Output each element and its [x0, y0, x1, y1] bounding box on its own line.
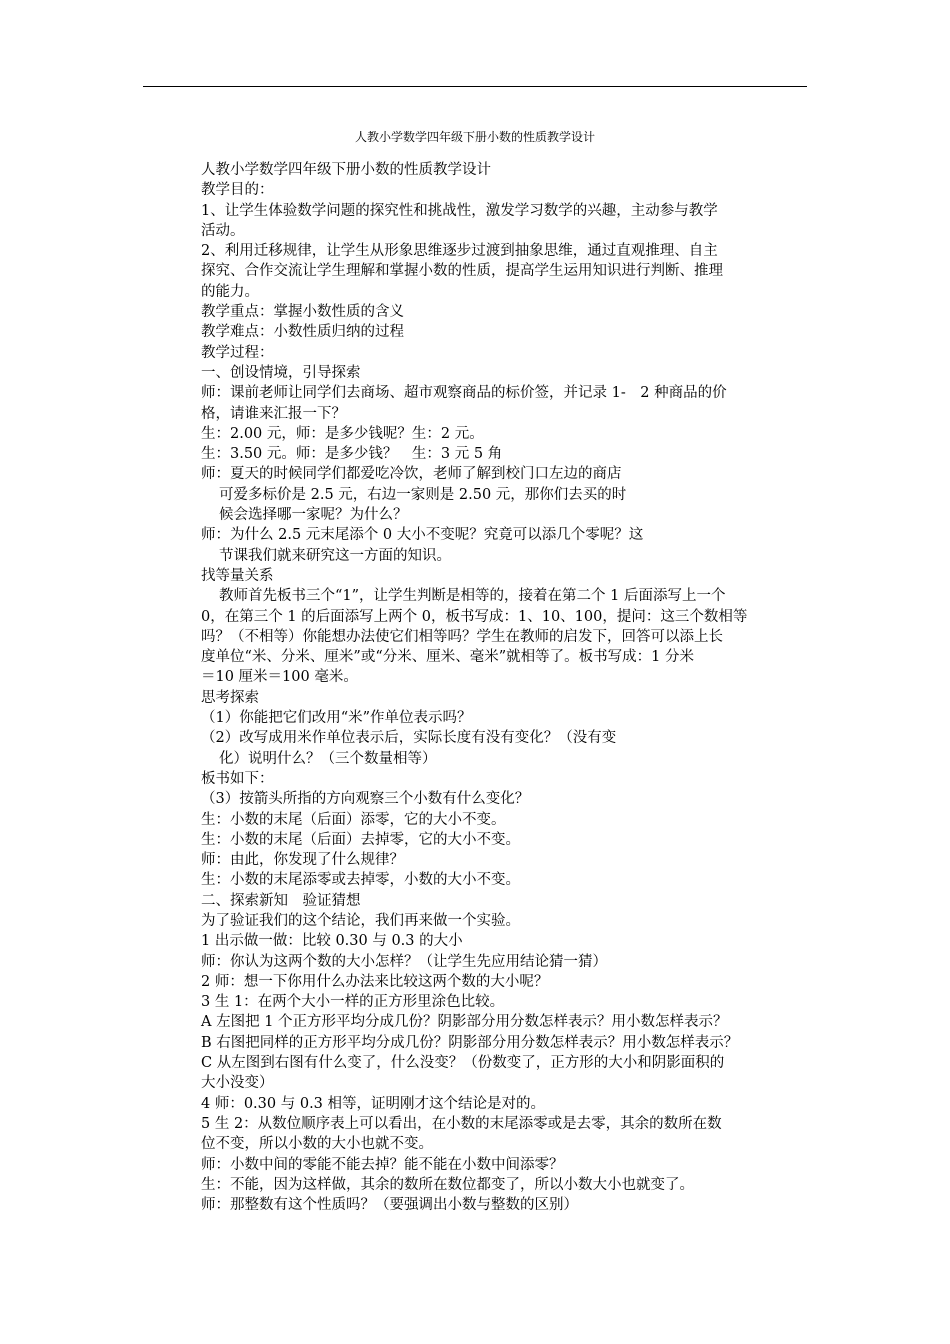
- text-line: 师：你认为这两个数的大小怎样？（让学生先应用结论猜一猜）: [201, 953, 607, 970]
- text-line: A 左图把 1 个正方形平均分成几份？阴影部分用分数怎样表示？用小数怎样表示？: [201, 1014, 728, 1031]
- text-line: 师：小数中间的零能不能去掉？能不能在小数中间添零？: [201, 1156, 564, 1173]
- text-line: 候会选择哪一家呢？为什么？: [219, 507, 408, 524]
- text-line: 格，请谁来汇报一下？: [201, 405, 346, 422]
- text-line: （2）改写成用米作单位表示后，实际长度有没有变化？（没有变: [201, 730, 617, 747]
- running-header: 人教小学数学四年级下册小数的性质教学设计: [354, 130, 595, 144]
- text-line: 板书如下：: [201, 770, 274, 787]
- text-line: 教学重点：掌握小数性质的含义: [201, 304, 404, 321]
- text-line: 大小没变）: [201, 1075, 274, 1092]
- text-line: 生：小数的末尾（后面）去掉零，它的大小不变。: [201, 831, 520, 848]
- text-line: 化）说明什么？（三个数量相等）: [219, 750, 437, 767]
- text-line: 1 出示做一做：比较 0.30 与 0.3 的大小: [201, 933, 463, 950]
- text-line: 师：为什么 2.5 元末尾添个 0 大小不变呢？究竟可以添几个零呢？这: [201, 527, 644, 544]
- text-line: 吗？（不相等）你能想办法使它们相等吗？学生在教师的启发下，回答可以添上长: [201, 628, 723, 645]
- text-line: 0，在第三个 1 的后面添写上两个 0，板书写成：1、10、100，提问：这三个数相等: [201, 608, 748, 625]
- text-line: 教师首先板书三个“1”，让学生判断是相等的，接着在第二个 1 后面添写上一个: [219, 588, 726, 605]
- text-line: 生：2.00 元，师：是多少钱呢？生：2 元。: [201, 425, 484, 442]
- text-line: C 从左图到右图有什么变了，什么没变？（份数变了，正方形的大小和阴影面积的: [201, 1055, 725, 1072]
- text-line: 师：由此，你发现了什么规律？: [201, 852, 404, 869]
- text-line: 1、让学生体验数学问题的探究性和挑战性，激发学习数学的兴趣，主动参与教学: [201, 202, 718, 219]
- document-body: [201, 160, 813, 1215]
- text-line: B 右图把同样的正方形平均分成几份？阴影部分用分数怎样表示？用小数怎样表示？: [201, 1034, 739, 1051]
- text-line: 生：不能，因为这样做，其余的数所在数位都变了，所以小数大小也就变了。: [201, 1176, 694, 1193]
- text-line: 一、创设情境，引导探索: [201, 364, 361, 381]
- header-rule: [143, 86, 807, 87]
- text-line: 教学难点：小数性质归纳的过程: [201, 324, 404, 341]
- text-line: 人教小学数学四年级下册小数的性质教学设计: [201, 162, 491, 178]
- text-line: 师：课前老师让同学们去商场、超市观察商品的标价签，并记录 1- 2 种商品的价: [201, 385, 727, 402]
- text-line: 二、探索新知 验证猜想: [201, 892, 361, 909]
- text-line: 2 师：想一下你用什么办法来比较这两个数的大小呢？: [201, 973, 549, 990]
- text-line: 5 生 2：从数位顺序表上可以看出，在小数的末尾添零或是去零，其余的数所在数: [201, 1115, 722, 1132]
- text-line: 度单位“米、分米、厘米”或“分米、厘米、毫米”就相等了。板书写成：1 分米: [201, 649, 694, 666]
- text-line: 师：那整数有这个性质吗？（要强调出小数与整数的区别）: [201, 1197, 578, 1214]
- text-line: 教学目的：: [201, 182, 274, 199]
- text-line: 可爱多标价是 2.5 元，右边一家则是 2.50 元，那你们去买的时: [219, 486, 627, 503]
- text-line: 节课我们就来研究这一方面的知识。: [219, 547, 451, 564]
- text-line: 活动。: [201, 222, 245, 239]
- text-line: 为了验证我们的这个结论，我们再来做一个实验。: [201, 912, 520, 929]
- text-line: 生：小数的末尾（后面）添零，它的大小不变。: [201, 811, 506, 828]
- text-line: （1）你能把它们改用“米”作单位表示吗？: [201, 710, 472, 727]
- text-line: （3）按箭头所指的方向观察三个小数有什么变化？: [201, 791, 530, 808]
- text-line: 的能力。: [201, 283, 259, 300]
- text-line: ＝10 厘米＝100 毫米。: [201, 669, 358, 686]
- text-line: 位不变，所以小数的大小也就不变。: [201, 1136, 433, 1153]
- text-line: 生：小数的末尾添零或去掉零，小数的大小不变。: [201, 872, 520, 889]
- text-line: 教学过程：: [201, 344, 274, 361]
- text-line: 生：3.50 元。师：是多少钱？ 生：3 元 5 角: [201, 446, 503, 463]
- text-line: 2、利用迁移规律，让学生从形象思维逐步过渡到抽象思维，通过直观推理、自主: [201, 243, 718, 260]
- text-line: 3 生 1：在两个大小一样的正方形里涂色比较。: [201, 994, 505, 1011]
- text-line: 4 师：0.30 与 0.3 相等，证明刚才这个结论是对的。: [201, 1095, 546, 1112]
- text-line: 找等量关系: [201, 567, 274, 584]
- text-line: 探究、合作交流让学生理解和掌握小数的性质，提高学生运用知识进行判断、推理: [201, 263, 723, 280]
- text-line: 思考探索: [201, 689, 259, 706]
- text-line: 师：夏天的时候同学们都爱吃冷饮，老师了解到校门口左边的商店: [201, 466, 622, 483]
